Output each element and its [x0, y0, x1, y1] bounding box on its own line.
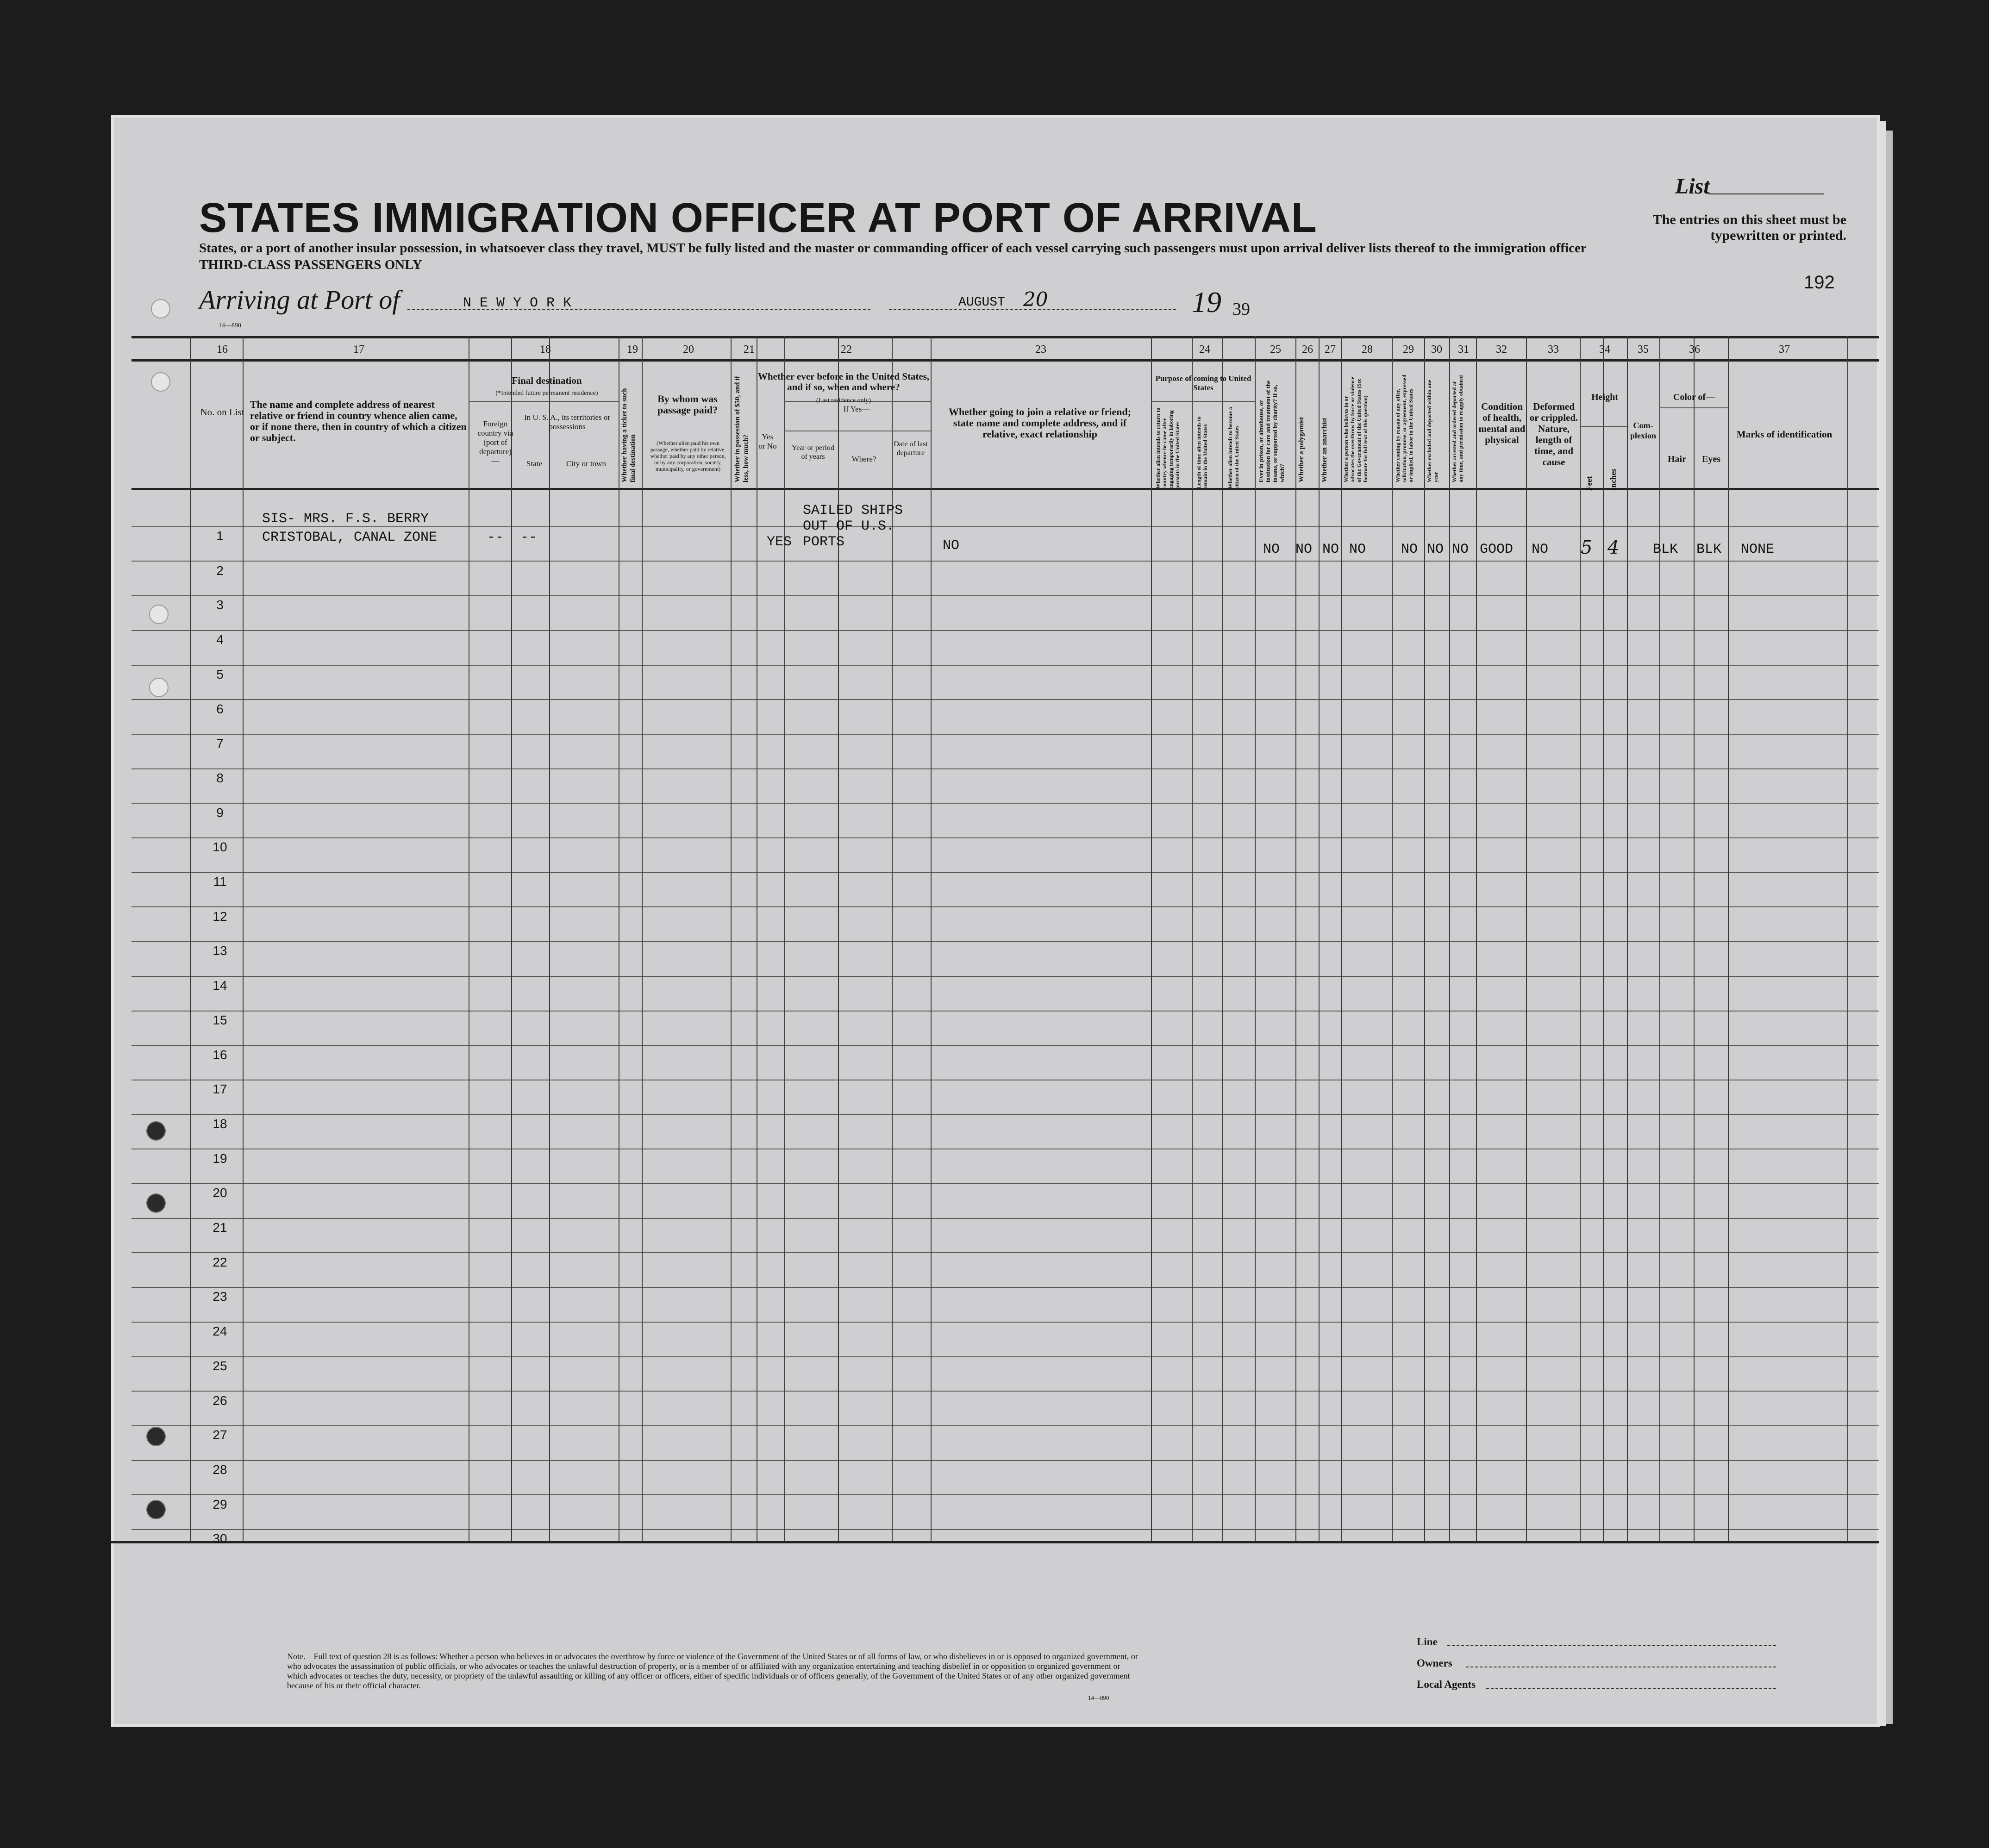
header-polygamist: Whether a polygamist [1298, 417, 1305, 482]
header-purpose-citizen: Whether alien intends to become a citizen of the United States [1227, 407, 1240, 489]
header-foreign-country: Foreign country via (port of departure)— [477, 419, 513, 465]
row-rule [131, 837, 1879, 838]
col-number: 22 [841, 343, 852, 356]
column-line [1424, 336, 1425, 1541]
relative-line-1: SIS- MRS. F.S. BERRY [262, 511, 429, 527]
row-number: 16 [213, 1048, 227, 1062]
join-relative-value: NO [943, 538, 960, 554]
entries-note: The entries on this sheet must be typewritten or printed. [1652, 212, 1846, 243]
row-number: 20 [213, 1186, 227, 1200]
column-line [731, 336, 732, 1541]
header-purpose-length: Length of time alien intends to remain in the United States [1195, 416, 1208, 489]
row-number: 13 [213, 943, 227, 958]
row-rule [131, 665, 1879, 666]
col-number: 33 [1548, 343, 1559, 356]
col-number: 34 [1599, 343, 1610, 356]
row-number: 28 [213, 1462, 227, 1477]
header-final-destination-sub: (*Intended future permanent residence) [495, 390, 598, 397]
footnote: Note.—Full text of question 28 is as follows: Whether a person who believes in or advocates the overthrow by force or violence of the Government of the United States or of all forms of law, or who disbelieves in or is opposed to organized government, or who advocates the assassination of public officials, or who advocates or teaches the unlawful destruction of property, or is a member of or affiliated with any organization entertaining and teaching disbelief in or opposition to organized government or which advocates or teaches the duty, necessity, or propriety of the unlawful assaulting or killing of any officer or officers, either of specific individuals or of officers generally, of the Government of the United States or of any other organized government because of his or their official character. [287, 1652, 1138, 1690]
header-before-in-us: Whether ever before in the United States, and if so, when and where? [757, 371, 930, 393]
destination-city: -- [520, 530, 538, 545]
column-line [1392, 336, 1393, 1541]
manifest-sheet [111, 115, 1880, 1727]
row-rule [131, 906, 1879, 907]
col-number: 24 [1199, 343, 1210, 356]
header-eyes: Eyes [1702, 454, 1720, 464]
col-number: 18 [540, 343, 551, 356]
column-line [1319, 336, 1320, 1541]
column-line [642, 336, 643, 1541]
punch-hole [151, 372, 170, 392]
page-edge-back [1886, 131, 1893, 1724]
punch-hole [149, 678, 169, 697]
header-height: Height [1591, 392, 1618, 402]
header-date-last-departure: Date of last departure [894, 440, 928, 457]
header-final-destination: Final destination [512, 375, 582, 386]
header-labor-offer: Whether coming by reason of any offer, solicitation, promise, or agreement, expressed or implied, to labor in the United States [1395, 375, 1414, 482]
row-rule [131, 595, 1879, 596]
col-number: 17 [353, 343, 364, 356]
row-rule [131, 1114, 1879, 1115]
column-line [1694, 336, 1695, 1541]
class-line: THIRD-CLASS PASSENGERS ONLY [199, 257, 422, 272]
row-number: 6 [216, 702, 224, 716]
row-number: 15 [213, 1013, 227, 1027]
relative-line-2: CRISTOBAL, CANAL ZONE [262, 530, 438, 545]
height-inches: 4 [1607, 537, 1620, 558]
row-number: 3 [216, 598, 224, 612]
sub-rule [1580, 426, 1627, 427]
header-inches: Inches [1609, 468, 1618, 491]
row-number: 9 [216, 805, 224, 820]
day-handwritten: 20 [1023, 288, 1048, 311]
header-health: Condition of health, mental and physical [1478, 401, 1526, 445]
row-rule [131, 803, 1879, 804]
row-number: 5 [216, 667, 224, 681]
row-number: 23 [213, 1289, 227, 1304]
q29-value: NO [1401, 542, 1418, 557]
header-relative: The name and complete address of nearest relative or friend in country whence alien came, or if none there, then in country of which a citizen or subject. [250, 399, 467, 443]
column-line [1847, 336, 1848, 1541]
row-rule [131, 872, 1879, 873]
col-number: 31 [1458, 343, 1469, 356]
row-number: 7 [216, 736, 224, 750]
row-number: 18 [213, 1117, 227, 1131]
row-number: 27 [213, 1428, 227, 1442]
header-no-on-list: No. on List [200, 406, 244, 418]
header-yes-or-no: Yes or No [758, 432, 777, 450]
col-number: 29 [1403, 343, 1414, 356]
q28-value: NO [1349, 542, 1366, 557]
column-line [549, 336, 550, 1541]
row-number: 11 [213, 874, 227, 889]
row-number: 22 [213, 1255, 227, 1269]
header-before-in-us-sub: (Last residence only) [816, 397, 871, 404]
column-line [1449, 336, 1450, 1541]
where-line-2: OUT OF U.S. [803, 518, 895, 534]
col-number: 16 [217, 343, 228, 356]
column-line [1580, 336, 1581, 1541]
row-rule [131, 1356, 1879, 1357]
col-number: 21 [744, 343, 755, 356]
q27-value: NO [1322, 542, 1339, 557]
row-number: 29 [213, 1497, 227, 1511]
row-number: 14 [213, 978, 227, 993]
row-rule [131, 1218, 1879, 1219]
height-feet: 5 [1581, 537, 1593, 558]
col-number: 26 [1302, 343, 1313, 356]
row-number: 10 [213, 840, 227, 854]
arriving-label: Arriving at Port of [199, 285, 400, 315]
col-number: 20 [683, 343, 694, 356]
header-passage-paid-sub: (Whether alien paid his own passage, whether paid by relative, whether paid by any other person, or by any corporation, society, municipality, or government) [650, 440, 726, 472]
punch-hole [151, 299, 170, 318]
punch-hole [146, 1500, 166, 1519]
header-color-of: Color of— [1673, 392, 1715, 402]
marks-value: NONE [1741, 542, 1775, 557]
page-edge [1880, 121, 1886, 1726]
column-line [1659, 336, 1660, 1541]
col-number: 35 [1638, 343, 1649, 356]
form-number: 14—890 [1088, 1694, 1109, 1701]
form-title: STATES IMMIGRATION OFFICER AT PORT OF ARRIVAL [199, 195, 1317, 241]
row-number: 30 [213, 1531, 227, 1546]
punch-hole [146, 1427, 166, 1446]
col-number: 25 [1270, 343, 1281, 356]
header-fifty-dollars: Whether in possession of $50, and if less, how much? [734, 376, 750, 482]
row-rule [131, 1494, 1879, 1495]
punch-hole [146, 1121, 166, 1141]
column-line [784, 336, 785, 1541]
header-marks: Marks of identification [1736, 429, 1833, 440]
row-rule [131, 1529, 1879, 1530]
header-anarchist: Whether an anarchist [1321, 418, 1328, 482]
column-line [1728, 336, 1729, 1541]
header-feet: Feet [1585, 476, 1594, 491]
row-rule [131, 734, 1879, 735]
before-in-us-value: YES [767, 534, 792, 550]
header-prison: Ever in prison, or almshouse, or institution for care and treatment of the insane, or supported by charity? If so, which? [1257, 380, 1285, 482]
col-number: 37 [1779, 343, 1790, 356]
q25-value: NO [1263, 542, 1280, 557]
row-number: 25 [213, 1359, 227, 1373]
header-purpose: Purpose of coming to United States [1155, 374, 1251, 392]
col-number: 23 [1035, 343, 1046, 356]
column-line [931, 336, 932, 1541]
row-rule [131, 1287, 1879, 1288]
column-line [1222, 336, 1223, 1541]
column-line [243, 336, 244, 1541]
where-line-1: SAILED SHIPS [803, 503, 903, 518]
row-rule [131, 1460, 1879, 1461]
row-rule [131, 1322, 1879, 1323]
col-number: 32 [1496, 343, 1507, 356]
eyes-value: BLK [1696, 542, 1722, 557]
health-value: GOOD [1480, 542, 1514, 557]
form-subtitle: States, or a port of another insular possession, in whatsoever class they travel, MUST be fully listed and the master or commanding officer of each vessel carrying such passengers must upon arrival deliver lists thereof to the immigration officer [199, 241, 1587, 256]
row-number: 12 [213, 909, 227, 924]
column-line [190, 336, 191, 1541]
column-line [1476, 336, 1477, 1541]
col-number: 36 [1689, 343, 1700, 356]
column-line [1255, 336, 1256, 1541]
column-number-rule [131, 359, 1879, 362]
header-city: City or town [566, 459, 606, 468]
column-line [1295, 336, 1296, 1541]
row-rule [131, 1391, 1879, 1392]
row-number: 26 [213, 1393, 227, 1408]
year-prefix: 19 [1192, 286, 1221, 318]
row-rule [131, 768, 1879, 769]
q31-value: NO [1452, 542, 1469, 557]
column-line [1341, 336, 1342, 1541]
col-number: 30 [1431, 343, 1442, 356]
header-year-or-period: Year or period of years [792, 444, 834, 461]
q30-value: NO [1427, 542, 1444, 557]
header-deformed: Deformed or crippled. Nature, length of time, and cause [1529, 401, 1578, 468]
row-rule [131, 1183, 1879, 1184]
local-agents-label: Local Agents [1417, 1679, 1476, 1690]
column-line [1526, 336, 1527, 1541]
header-arrested: Whether arrested and ordered deported at any time, and permission to reapply obtained [1451, 375, 1464, 482]
row-number: 21 [213, 1220, 227, 1235]
month-value: AUGUST [958, 295, 1005, 310]
where-line-3: PORTS [803, 534, 845, 550]
punch-hole [146, 1193, 166, 1213]
header-complexion: Com- plexion [1630, 421, 1656, 440]
header-overthrow: Whether a person who believes in or advocates the overthrow by force or violence of the Government of the United States (See footnote for full text of this question) [1343, 377, 1369, 482]
row-number: 19 [213, 1151, 227, 1166]
row-number: 1 [216, 529, 224, 543]
sub-rule [469, 401, 619, 402]
punch-hole [149, 605, 169, 624]
column-line [1603, 336, 1604, 1541]
row-rule [131, 1045, 1879, 1046]
line-blank [1447, 1645, 1776, 1646]
col-number: 19 [627, 343, 638, 356]
col-number: 27 [1325, 343, 1336, 356]
line-label: Line [1417, 1636, 1438, 1648]
row-rule [131, 1252, 1879, 1253]
header-where: Where? [851, 455, 876, 463]
column-line [1192, 336, 1193, 1541]
row-rule [131, 1425, 1879, 1426]
header-purpose-return: Whether alien intends to return to country whence he came after engaging temporarily in laboring pursuits in the United States [1155, 407, 1181, 489]
row-rule [131, 976, 1879, 977]
row-number: 24 [213, 1324, 227, 1338]
col-number: 28 [1362, 343, 1373, 356]
local-agents-blank [1486, 1688, 1776, 1689]
row-rule [131, 699, 1879, 700]
row-rule [131, 561, 1879, 562]
header-hair: Hair [1668, 454, 1686, 464]
row-number: 4 [216, 632, 224, 647]
row-number: 2 [216, 563, 224, 578]
header-ticket: Whether having a ticket to such final destination [621, 388, 637, 482]
row-number: 17 [213, 1082, 227, 1096]
port-value: N E W Y O R K [463, 295, 572, 311]
header-if-yes: If Yes— [843, 405, 870, 413]
row-rule [131, 941, 1879, 942]
form-number-top: 14—890 [219, 322, 241, 329]
header-in-usa: In U. S. A., its territories or possessions [524, 413, 611, 431]
hair-value: BLK [1653, 542, 1678, 557]
year-value: 39 [1232, 300, 1250, 319]
list-label: List [1675, 174, 1710, 199]
table-top-rule [131, 336, 1879, 338]
page-number: 192 [1804, 272, 1835, 293]
header-state: State [526, 459, 542, 468]
table-bottom-rule [111, 1541, 1879, 1543]
deformed-value: NO [1532, 542, 1549, 557]
header-excluded: Whether excluded and deported within one year [1426, 380, 1439, 482]
q26-value: NO [1295, 542, 1313, 557]
row-rule [131, 630, 1879, 631]
header-join-relative: Whether going to join a relative or friend; state name and complete address, and if relative, exact relationship [948, 406, 1132, 440]
column-line [511, 336, 512, 1541]
column-line [1151, 336, 1152, 1541]
destination-state: -- [487, 530, 504, 545]
column-line [1627, 336, 1628, 1541]
owners-label: Owners [1417, 1657, 1452, 1669]
row-number: 8 [216, 771, 224, 785]
sub-rule [1659, 407, 1728, 408]
header-passage-paid: By whom was passage paid? [657, 393, 718, 416]
